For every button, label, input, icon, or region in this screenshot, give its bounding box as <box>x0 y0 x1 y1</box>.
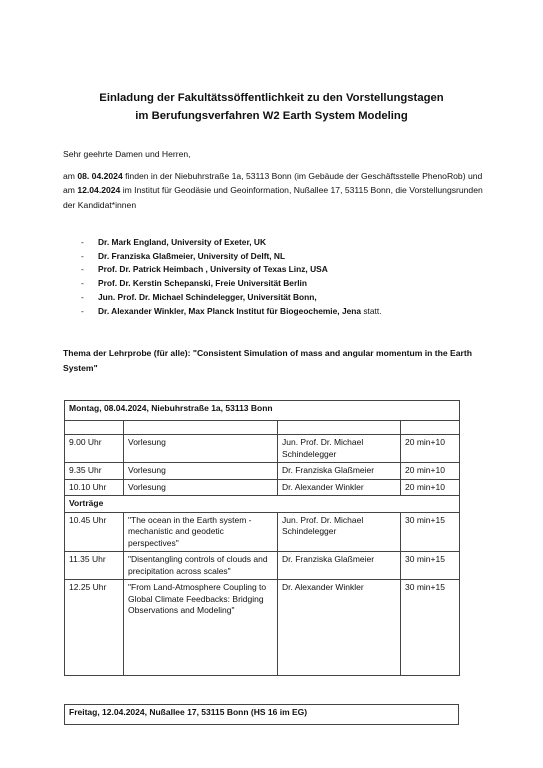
candidate-name: Dr. Franziska Glaßmeier, University of Delft, NL <box>98 250 286 261</box>
intro-text-2: finden in der Niebuhrstraße 1a, 53113 Bonn (im Gebäude der Geschäftsstelle PhenoRob) und am <box>63 171 483 196</box>
document-title <box>0 89 543 125</box>
table-section-row <box>65 496 460 513</box>
time-cell: 9.00 Uhr <box>65 435 124 463</box>
intro-date-2: 12.04.2024 <box>77 185 121 196</box>
table-empty-row <box>65 421 460 435</box>
intro-date-1: 08. 04.2024 <box>77 171 123 181</box>
type-cell: Vorlesung <box>124 479 278 496</box>
time-cell: 10.45 Uhr <box>65 512 124 552</box>
table-row <box>65 512 460 552</box>
duration-cell: 30 min+15 <box>401 552 460 580</box>
type-cell: Vorlesung <box>124 435 278 463</box>
candidate-item <box>81 305 382 319</box>
duration-cell: 20 min+10 <box>401 435 460 463</box>
bullet-dash: - <box>81 291 84 302</box>
section-label-talks: Vorträge <box>65 496 460 513</box>
intro-text-3: im Institut für Geodäsie und Geoinformation, Nußallee 17, 53115 Bonn, die Vorstellungsrunden der Kandidat*innen <box>63 185 483 210</box>
schedule-table-monday <box>64 400 460 676</box>
speaker-cell: Dr. Alexander Winkler <box>278 479 401 496</box>
candidate-item <box>81 277 382 291</box>
salutation: Sehr geehrte Damen und Herren, <box>63 149 191 159</box>
table-header-row <box>65 401 460 421</box>
candidate-item <box>81 291 382 305</box>
table-row <box>65 580 460 676</box>
table-cell <box>124 421 278 435</box>
candidate-name: Jun. Prof. Dr. Michael Schindelegger, Universität Bonn, <box>98 291 317 302</box>
bullet-dash: - <box>81 250 84 261</box>
title-line-2: im Berufungsverfahren W2 Earth System Modeling <box>135 110 408 122</box>
schedule-table-friday <box>64 704 459 725</box>
bullet-dash: - <box>81 264 84 275</box>
candidate-name: Prof. Dr. Patrick Heimbach , University of Texas Linz, USA <box>98 264 328 275</box>
speaker-cell: Dr. Franziska Glaßmeier <box>278 552 401 580</box>
candidate-name: Prof. Dr. Kerstin Schepanski, Freie Universität Berlin <box>98 278 307 289</box>
time-cell: 9.35 Uhr <box>65 463 124 480</box>
candidate-name: Dr. Mark England, University of Exeter, UK <box>98 237 267 247</box>
time-cell: 11.35 Uhr <box>65 552 124 580</box>
time-cell: 12.25 Uhr <box>65 580 124 676</box>
title-line-1: Einladung der Fakultätssöffentlichkeit zu den Vorstellungstagen <box>99 92 444 104</box>
table-row <box>65 463 460 480</box>
duration-cell: 30 min+15 <box>401 580 460 676</box>
speaker-cell: Dr. Franziska Glaßmeier <box>278 463 401 480</box>
duration-cell: 20 min+10 <box>401 479 460 496</box>
table-cell <box>278 421 401 435</box>
bullet-dash: - <box>81 237 84 247</box>
table-row <box>65 552 460 580</box>
duration-cell: 20 min+10 <box>401 463 460 480</box>
table-header-monday: Montag, 08.04.2024, Niebuhrstraße 1a, 53113 Bonn <box>65 401 460 421</box>
type-cell: Vorlesung <box>124 463 278 480</box>
candidate-item <box>81 263 382 277</box>
title-cell: "Disentangling controls of clouds and precipitation across scales" <box>124 552 278 580</box>
table-cell <box>401 421 460 435</box>
candidate-item <box>81 236 382 250</box>
time-cell: 10.10 Uhr <box>65 479 124 496</box>
speaker-cell: Jun. Prof. Dr. Michael Schindelegger <box>278 512 401 552</box>
candidate-suffix: statt. <box>361 305 382 316</box>
candidate-item <box>81 250 382 264</box>
candidate-name: Dr. Alexander Winkler, Max Planck Institut für Biogeochemie, Jena <box>98 305 362 316</box>
table-row <box>65 479 460 496</box>
table-header-row <box>65 705 459 725</box>
intro-text-1: am <box>63 171 78 181</box>
table-cell <box>65 421 124 435</box>
intro-paragraph <box>63 169 483 212</box>
lecture-topic: Thema der Lehrprobe (für alle): "Consistent Simulation of mass and angular momentum in the Earth System" <box>63 348 472 373</box>
title-cell: "The ocean in the Earth system - mechanistic and geodetic perspectives" <box>124 512 278 552</box>
speaker-cell: Jun. Prof. Dr. Michael Schindelegger <box>278 435 401 463</box>
table-header-friday: Freitag, 12.04.2024, Nußallee 17, 53115 Bonn (HS 16 im EG) <box>65 705 459 725</box>
table-row <box>65 435 460 463</box>
bullet-dash: - <box>81 278 84 289</box>
duration-cell: 30 min+15 <box>401 512 460 552</box>
title-cell: "From Land-Atmosphere Coupling to Global Climate Feedbacks: Bridging Observations and Modeling" <box>124 580 278 676</box>
bullet-dash: - <box>81 305 84 316</box>
speaker-cell: Dr. Alexander Winkler <box>278 580 401 676</box>
candidate-list <box>81 236 382 318</box>
